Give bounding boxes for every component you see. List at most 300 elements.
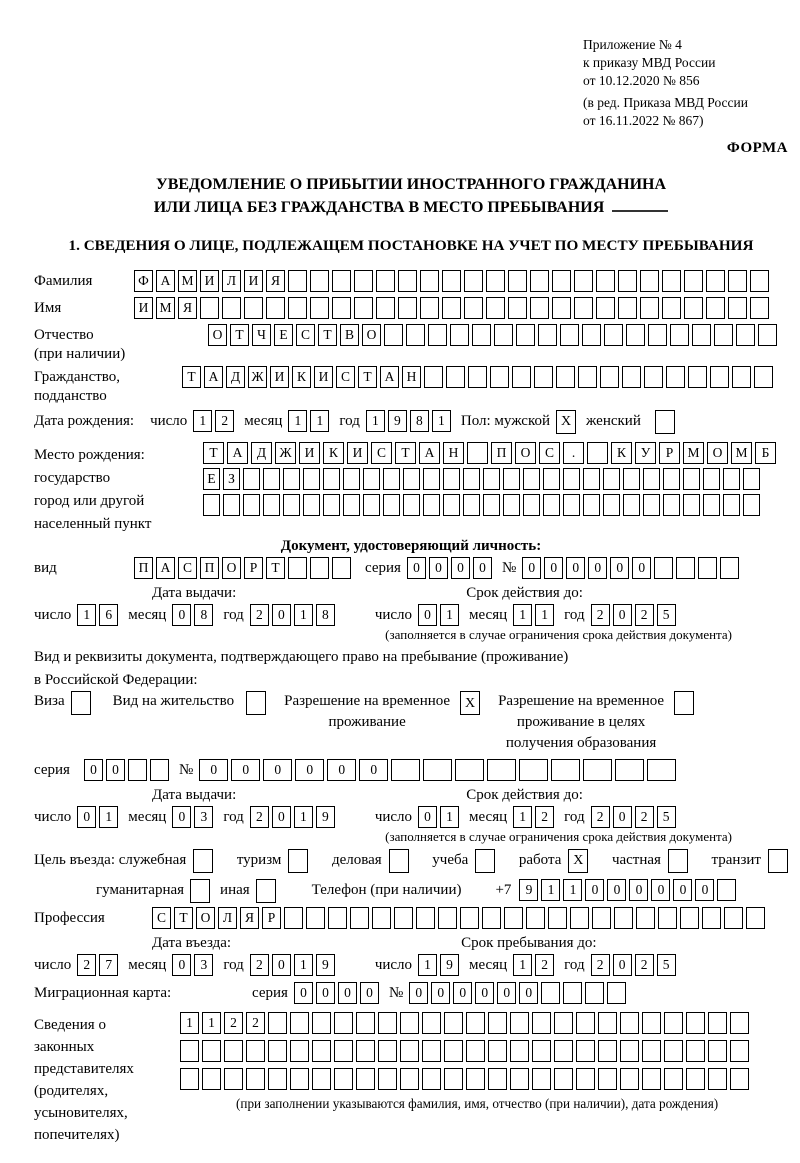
char-cell[interactable]: 2 [224,1012,243,1034]
char-cell[interactable]: Б [755,442,776,464]
char-cell[interactable]: 1 [513,806,532,828]
char-cell[interactable] [244,297,263,319]
char-cell[interactable]: К [611,442,632,464]
char-cell[interactable] [532,1040,551,1062]
char-cell[interactable] [563,468,580,490]
char-cell[interactable]: 0 [522,557,541,579]
char-cell[interactable]: И [270,366,289,388]
char-cell[interactable]: Я [240,907,259,929]
char-cell[interactable] [455,759,484,781]
char-cell[interactable]: 0 [607,879,626,901]
char-cell[interactable] [354,297,373,319]
char-cell[interactable]: Р [244,557,263,579]
char-cell[interactable] [400,1040,419,1062]
char-cell[interactable] [708,1068,727,1090]
char-cell[interactable] [530,297,549,319]
char-cell[interactable]: Т [174,907,193,929]
char-cell[interactable] [560,324,579,346]
char-cell[interactable]: 9 [388,410,407,432]
char-cell[interactable] [283,494,300,516]
char-cell[interactable]: С [371,442,392,464]
char-cell[interactable] [468,366,487,388]
char-cell[interactable]: 0 [544,557,563,579]
char-cell[interactable]: М [683,442,704,464]
char-cell[interactable]: О [208,324,227,346]
char-cell[interactable]: И [314,366,333,388]
char-cell[interactable]: 1 [310,410,329,432]
char-cell[interactable] [703,494,720,516]
char-cell[interactable] [686,1068,705,1090]
char-cell[interactable] [394,907,413,929]
char-cell[interactable]: 1 [418,954,437,976]
char-cell[interactable]: 0 [172,806,191,828]
char-cell[interactable] [717,879,736,901]
checkbox-study[interactable] [475,849,495,873]
char-cell[interactable] [200,297,219,319]
char-cell[interactable] [576,1068,595,1090]
char-cell[interactable] [423,494,440,516]
char-cell[interactable] [724,907,743,929]
char-cell[interactable] [620,1040,639,1062]
char-cell[interactable]: Ч [252,324,271,346]
char-cell[interactable] [420,297,439,319]
char-cell[interactable]: 1 [193,410,212,432]
char-cell[interactable] [615,759,644,781]
char-cell[interactable]: О [222,557,241,579]
char-cell[interactable] [472,324,491,346]
char-cell[interactable]: 7 [99,954,118,976]
char-cell[interactable] [603,468,620,490]
char-cell[interactable]: 2 [535,806,554,828]
char-cell[interactable] [582,324,601,346]
char-cell[interactable]: С [539,442,560,464]
char-cell[interactable] [710,366,729,388]
char-cell[interactable]: 0 [272,604,291,626]
char-cell[interactable] [519,759,548,781]
char-cell[interactable] [224,1068,243,1090]
char-cell[interactable] [332,297,351,319]
char-cell[interactable]: 2 [246,1012,265,1034]
char-cell[interactable]: 0 [418,806,437,828]
char-cell[interactable]: И [134,297,153,319]
char-cell[interactable] [576,1040,595,1062]
char-cell[interactable] [603,494,620,516]
char-cell[interactable] [243,468,260,490]
char-cell[interactable] [310,270,329,292]
char-cell[interactable] [202,1068,221,1090]
char-cell[interactable]: 0 [629,879,648,901]
char-cell[interactable] [334,1040,353,1062]
char-cell[interactable] [486,270,505,292]
char-cell[interactable] [523,494,540,516]
char-cell[interactable]: Т [358,366,377,388]
char-cell[interactable] [552,297,571,319]
char-cell[interactable] [466,1012,485,1034]
char-cell[interactable]: 3 [194,806,213,828]
char-cell[interactable] [422,1040,441,1062]
char-cell[interactable] [662,297,681,319]
char-cell[interactable]: И [244,270,263,292]
char-cell[interactable] [310,557,329,579]
char-cell[interactable] [443,494,460,516]
char-cell[interactable] [758,324,777,346]
char-cell[interactable]: П [200,557,219,579]
char-cell[interactable] [666,366,685,388]
char-cell[interactable]: 0 [172,604,191,626]
char-cell[interactable] [423,759,452,781]
char-cell[interactable] [563,494,580,516]
char-cell[interactable] [246,1040,265,1062]
char-cell[interactable]: 6 [99,604,118,626]
char-cell[interactable] [658,907,677,929]
char-cell[interactable] [642,1040,661,1062]
char-cell[interactable] [464,270,483,292]
char-cell[interactable] [246,1068,265,1090]
char-cell[interactable] [288,297,307,319]
char-cell[interactable]: 2 [250,806,269,828]
char-cell[interactable] [626,324,645,346]
char-cell[interactable] [708,1040,727,1062]
char-cell[interactable]: 0 [566,557,585,579]
char-cell[interactable]: Е [274,324,293,346]
char-cell[interactable] [400,1012,419,1034]
char-cell[interactable]: И [200,270,219,292]
char-cell[interactable] [203,494,220,516]
char-cell[interactable] [574,270,593,292]
char-cell[interactable]: С [178,557,197,579]
char-cell[interactable] [512,366,531,388]
char-cell[interactable] [570,907,589,929]
char-cell[interactable] [703,468,720,490]
checkbox-humanitarian[interactable] [190,879,210,903]
char-cell[interactable] [510,1012,529,1034]
checkbox-visa[interactable] [71,691,91,715]
char-cell[interactable]: 9 [316,806,335,828]
char-cell[interactable] [750,297,769,319]
checkbox-tourism[interactable] [288,849,308,873]
char-cell[interactable]: 0 [338,982,357,1004]
char-cell[interactable] [422,1068,441,1090]
char-cell[interactable] [464,297,483,319]
char-cell[interactable] [680,907,699,929]
char-cell[interactable] [383,468,400,490]
char-cell[interactable] [644,366,663,388]
char-cell[interactable] [332,557,351,579]
char-cell[interactable] [702,907,721,929]
char-cell[interactable]: 2 [591,604,610,626]
char-cell[interactable] [466,1040,485,1062]
char-cell[interactable] [622,366,641,388]
char-cell[interactable] [746,907,765,929]
char-cell[interactable] [636,907,655,929]
char-cell[interactable]: 0 [272,954,291,976]
char-cell[interactable]: 1 [202,1012,221,1034]
char-cell[interactable] [483,494,500,516]
checkbox-female[interactable] [655,410,675,434]
char-cell[interactable] [676,557,695,579]
char-cell[interactable]: Н [443,442,464,464]
char-cell[interactable] [554,1040,573,1062]
char-cell[interactable] [487,759,516,781]
char-cell[interactable]: 0 [651,879,670,901]
char-cell[interactable]: 1 [440,604,459,626]
char-cell[interactable] [551,759,580,781]
char-cell[interactable] [482,907,501,929]
char-cell[interactable] [376,270,395,292]
char-cell[interactable]: А [380,366,399,388]
char-cell[interactable]: 1 [541,879,560,901]
char-cell[interactable] [728,270,747,292]
char-cell[interactable] [323,468,340,490]
char-cell[interactable] [222,297,241,319]
char-cell[interactable]: 1 [99,806,118,828]
char-cell[interactable] [663,468,680,490]
char-cell[interactable]: М [178,270,197,292]
char-cell[interactable]: Л [222,270,241,292]
char-cell[interactable] [578,366,597,388]
char-cell[interactable]: 1 [294,954,313,976]
char-cell[interactable] [607,982,626,1004]
char-cell[interactable] [728,297,747,319]
char-cell[interactable] [463,468,480,490]
char-cell[interactable] [723,468,740,490]
char-cell[interactable] [372,907,391,929]
char-cell[interactable]: 0 [497,982,516,1004]
char-cell[interactable] [541,982,560,1004]
char-cell[interactable] [486,297,505,319]
char-cell[interactable]: И [299,442,320,464]
char-cell[interactable] [583,494,600,516]
char-cell[interactable]: 0 [272,806,291,828]
char-cell[interactable] [288,557,307,579]
char-cell[interactable] [343,468,360,490]
char-cell[interactable]: Т [182,366,201,388]
char-cell[interactable] [532,1012,551,1034]
char-cell[interactable] [398,270,417,292]
char-cell[interactable]: Т [203,442,224,464]
char-cell[interactable] [266,297,285,319]
char-cell[interactable]: 0 [588,557,607,579]
char-cell[interactable]: 2 [591,954,610,976]
char-cell[interactable] [312,1040,331,1062]
char-cell[interactable]: 1 [294,806,313,828]
char-cell[interactable] [378,1012,397,1034]
checkbox-residence-permit[interactable] [246,691,266,715]
char-cell[interactable] [618,297,637,319]
char-cell[interactable] [490,366,509,388]
char-cell[interactable]: 2 [215,410,234,432]
char-cell[interactable] [306,907,325,929]
char-cell[interactable] [534,366,553,388]
char-cell[interactable] [750,270,769,292]
char-cell[interactable]: А [419,442,440,464]
char-cell[interactable]: 1 [432,410,451,432]
char-cell[interactable] [647,759,676,781]
char-cell[interactable]: 0 [316,982,335,1004]
checkbox-business[interactable] [389,849,409,873]
char-cell[interactable]: У [635,442,656,464]
char-cell[interactable]: 5 [657,604,676,626]
char-cell[interactable]: 0 [453,982,472,1004]
char-cell[interactable] [263,494,280,516]
char-cell[interactable] [732,366,751,388]
char-cell[interactable] [446,366,465,388]
char-cell[interactable] [526,907,545,929]
char-cell[interactable] [303,468,320,490]
char-cell[interactable] [552,270,571,292]
char-cell[interactable] [424,366,443,388]
char-cell[interactable] [623,468,640,490]
char-cell[interactable] [378,1040,397,1062]
char-cell[interactable]: 0 [585,879,604,901]
checkbox-temp-residence[interactable]: X [460,691,480,715]
char-cell[interactable]: О [362,324,381,346]
char-cell[interactable] [598,1040,617,1062]
char-cell[interactable] [706,297,725,319]
char-cell[interactable] [698,557,717,579]
char-cell[interactable]: 1 [513,954,532,976]
char-cell[interactable] [730,1040,749,1062]
char-cell[interactable] [391,759,420,781]
char-cell[interactable] [543,468,560,490]
char-cell[interactable] [583,468,600,490]
char-cell[interactable]: 0 [359,759,388,781]
char-cell[interactable]: 5 [657,954,676,976]
char-cell[interactable] [334,1068,353,1090]
char-cell[interactable]: Я [266,270,285,292]
char-cell[interactable]: Р [262,907,281,929]
char-cell[interactable] [488,1040,507,1062]
char-cell[interactable]: 2 [635,604,654,626]
char-cell[interactable]: Ж [275,442,296,464]
char-cell[interactable]: 0 [429,557,448,579]
char-cell[interactable] [556,366,575,388]
char-cell[interactable] [224,1040,243,1062]
char-cell[interactable] [662,270,681,292]
char-cell[interactable]: И [347,442,368,464]
char-cell[interactable] [378,1068,397,1090]
char-cell[interactable]: С [152,907,171,929]
char-cell[interactable] [574,297,593,319]
char-cell[interactable] [422,1012,441,1034]
char-cell[interactable]: М [731,442,752,464]
char-cell[interactable] [290,1040,309,1062]
char-cell[interactable] [576,1012,595,1034]
char-cell[interactable]: К [292,366,311,388]
char-cell[interactable]: 0 [613,604,632,626]
char-cell[interactable] [592,907,611,929]
char-cell[interactable]: 0 [519,982,538,1004]
char-cell[interactable] [443,468,460,490]
char-cell[interactable] [598,1012,617,1034]
checkbox-private[interactable] [668,849,688,873]
char-cell[interactable]: 1 [563,879,582,901]
char-cell[interactable] [643,494,660,516]
char-cell[interactable] [467,442,488,464]
char-cell[interactable] [356,1040,375,1062]
char-cell[interactable] [444,1012,463,1034]
char-cell[interactable]: 9 [316,954,335,976]
checkbox-official[interactable] [193,849,213,873]
char-cell[interactable] [583,759,612,781]
char-cell[interactable] [508,270,527,292]
char-cell[interactable] [706,270,725,292]
char-cell[interactable] [442,270,461,292]
char-cell[interactable]: 0 [613,954,632,976]
char-cell[interactable] [664,1040,683,1062]
char-cell[interactable] [538,324,557,346]
char-cell[interactable]: 0 [409,982,428,1004]
char-cell[interactable] [723,494,740,516]
char-cell[interactable] [312,1012,331,1034]
checkbox-transit[interactable] [768,849,788,873]
char-cell[interactable]: 8 [194,604,213,626]
char-cell[interactable]: 0 [106,759,125,781]
char-cell[interactable] [403,468,420,490]
char-cell[interactable] [288,270,307,292]
char-cell[interactable] [243,494,260,516]
char-cell[interactable]: 1 [288,410,307,432]
char-cell[interactable]: 0 [613,806,632,828]
char-cell[interactable]: 0 [475,982,494,1004]
char-cell[interactable]: Ж [248,366,267,388]
char-cell[interactable] [494,324,513,346]
char-cell[interactable] [684,297,703,319]
char-cell[interactable]: Д [251,442,272,464]
char-cell[interactable] [488,1012,507,1034]
char-cell[interactable]: 0 [84,759,103,781]
checkbox-male[interactable]: X [556,410,576,434]
char-cell[interactable] [548,907,567,929]
char-cell[interactable]: 1 [535,604,554,626]
char-cell[interactable] [303,494,320,516]
char-cell[interactable]: 0 [473,557,492,579]
char-cell[interactable]: С [296,324,315,346]
char-cell[interactable]: 0 [407,557,426,579]
char-cell[interactable]: 0 [231,759,260,781]
char-cell[interactable]: 0 [632,557,651,579]
char-cell[interactable]: 2 [77,954,96,976]
char-cell[interactable] [180,1040,199,1062]
char-cell[interactable] [504,907,523,929]
char-cell[interactable] [686,1012,705,1034]
char-cell[interactable]: 2 [591,806,610,828]
char-cell[interactable] [754,366,773,388]
char-cell[interactable] [356,1068,375,1090]
char-cell[interactable] [620,1012,639,1034]
char-cell[interactable] [503,468,520,490]
char-cell[interactable] [664,1068,683,1090]
char-cell[interactable]: 2 [250,604,269,626]
char-cell[interactable]: 3 [194,954,213,976]
char-cell[interactable] [614,907,633,929]
char-cell[interactable] [554,1012,573,1034]
char-cell[interactable]: Т [266,557,285,579]
char-cell[interactable]: В [340,324,359,346]
char-cell[interactable] [654,557,673,579]
char-cell[interactable]: 0 [172,954,191,976]
char-cell[interactable]: 0 [418,604,437,626]
char-cell[interactable]: Я [178,297,197,319]
char-cell[interactable] [223,494,240,516]
char-cell[interactable] [736,324,755,346]
char-cell[interactable]: 1 [180,1012,199,1034]
char-cell[interactable] [688,366,707,388]
char-cell[interactable]: 0 [451,557,470,579]
char-cell[interactable]: 1 [440,806,459,828]
char-cell[interactable] [466,1068,485,1090]
char-cell[interactable]: М [156,297,175,319]
